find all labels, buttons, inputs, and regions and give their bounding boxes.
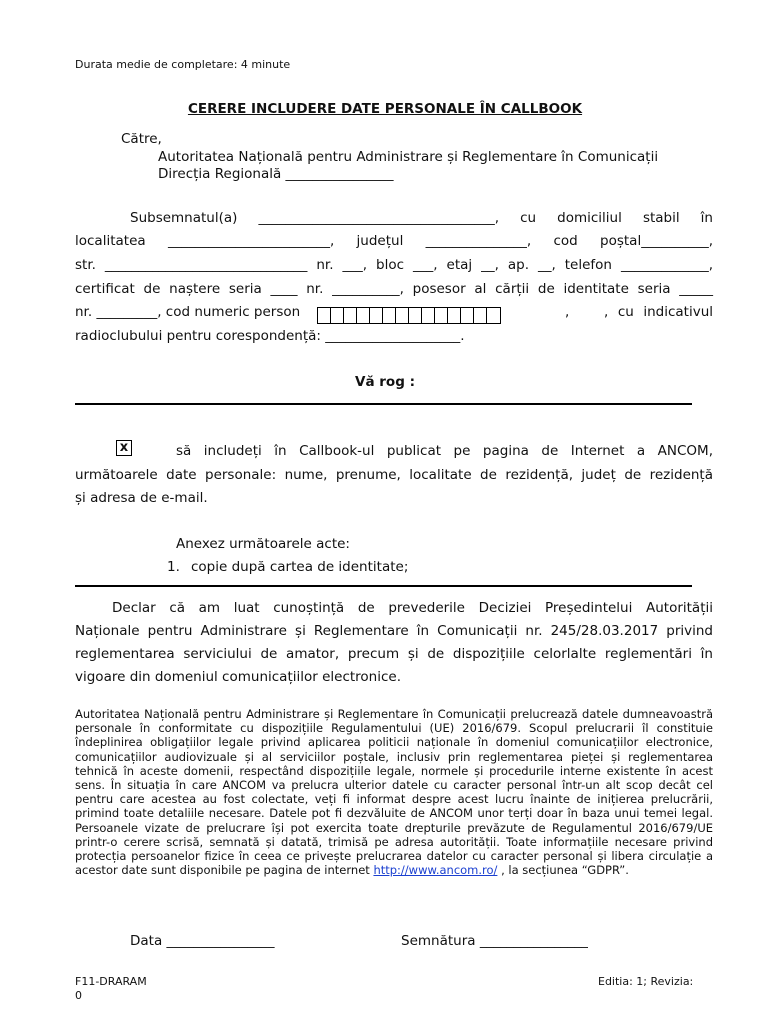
cnp-digit-box[interactable] [383, 308, 396, 323]
cnp-digit-box[interactable] [448, 308, 461, 323]
cnp-digit-box[interactable] [357, 308, 370, 323]
request-heading: Vă rog : [355, 374, 415, 390]
average-duration: Durata medie de completare: 4 minute [75, 58, 291, 71]
gdpr-notice [75, 707, 713, 877]
cnp-digit-box[interactable] [344, 308, 357, 323]
request-line-3: și adresa de e-mail. [75, 490, 208, 506]
cnp-digit-box[interactable] [487, 308, 500, 323]
form-line-comma: , [565, 304, 570, 320]
date-field: Data ________________ [130, 933, 275, 949]
request-line-1: să includeți în Callbook-ul publicat pe pagina de Internet a ANCOM, [176, 443, 713, 459]
addressee-direction: Direcția Regională ________________ [158, 166, 394, 182]
cnp-digit-box[interactable] [331, 308, 344, 323]
cnp-digit-box[interactable] [422, 308, 435, 323]
declaration-line-3: reglementarea serviciului de amator, precum și de dispozițiile celorlalte reglementări în [75, 646, 713, 662]
cnp-input-grid[interactable] [317, 307, 501, 324]
gdpr-text: Autoritatea Națională pentru Administrare și Reglementare în Comunicații prelucrează datele dumneavoastră personale în conformitate cu dispozițiile Regulamentului (UE) 2016/679. Scopul prelucrarii îl constituie îndeplinirea obligațiilor legale privind aplicarea politicii naționale în domeniul comunicațiilor electronice, comunicațiilor audiovizuale și al serviciilor poștale, inclusiv prin reglementarea pieței și reglementarea tehnică în aceste domenii, respectând dispozițiile legale, normele și procedurile interne existente în acest sens. În situația în care ANCOM va prelucra ulterior datele cu caracter personal într-un alt scop decât cel pentru care acestea au fost colectate, veți fi informat despre acest lucru înainte de inițierea prelucrării, primind toate detaliile necesare. Datele pot fi dezvăluite de ANCOM unor terți doar în baza unui temei legal. Persoanele vizate de prelucrare își pot exercita toate drepturile prevăzute de Regulamentul 2016/679/UE printr-o cerere scrisă, semnată și datată, trimisă pe adresa autorității. Toate informațiile necesare privind protecția persoanelor fizice în ceea ce privește prelucrarea datelor cu caracter personal și libera circulație a acestor date sunt disponibile pe pagina de internet [75, 707, 713, 878]
cnp-digit-box[interactable] [474, 308, 487, 323]
edition-revision: Editia: 1; Revizia: [598, 975, 694, 988]
form-code: F11-DRARAM [75, 975, 147, 988]
addressee-authority: Autoritatea Națională pentru Administrare și Reglementare în Comunicații [158, 149, 659, 165]
form-line-certificate: certificat de naștere seria ____ nr. __________, posesor al cărții de identitate seria _____ [75, 281, 713, 297]
form-line-radioclub: radioclubului pentru corespondență: ____________________. [75, 328, 465, 344]
gdpr-tail: , la secțiunea “GDPR”. [501, 863, 629, 878]
addressee-to: Către, [121, 131, 162, 147]
cnp-digit-box[interactable] [370, 308, 383, 323]
cnp-digit-box[interactable] [318, 308, 331, 323]
annex-item-text: copie după cartea de identitate; [191, 559, 409, 575]
annex-item-number: 1. [167, 559, 180, 575]
annex-heading: Anexez următoarele acte: [176, 536, 350, 552]
page-title: CERERE INCLUDERE DATE PERSONALE ÎN CALLBOOK [187, 101, 583, 117]
form-code-suffix: 0 [75, 989, 82, 1002]
form-line-cnp-label: nr. _________, cod numeric person [75, 304, 301, 320]
declaration-line-4: vigoare din domeniul comunicațiilor electronice. [75, 669, 402, 685]
divider [75, 403, 692, 405]
signature-field: Semnătura ________________ [401, 933, 588, 949]
form-line-callsign: , cu indicativul [604, 304, 713, 320]
divider [75, 585, 692, 587]
declaration-line-2: Naționale pentru Administrare și Reglementare în Comunicații nr. 245/28.03.2017 privind [75, 623, 713, 639]
include-callbook-checkbox[interactable]: x [116, 440, 132, 456]
declaration-line-1: Declar că am luat cunoștință de prevederile Deciziei Președintelui Autorității [112, 600, 713, 616]
form-line-name: Subsemnatul(a) ___________________________________, cu domiciliul stabil în [130, 210, 713, 226]
cnp-digit-box[interactable] [409, 308, 422, 323]
cnp-digit-box[interactable] [461, 308, 474, 323]
request-line-2: următoarele date personale: nume, prenume, localitate de rezidență, județ de rezidență [75, 467, 713, 483]
cnp-digit-box[interactable] [435, 308, 448, 323]
cnp-digit-box[interactable] [396, 308, 409, 323]
form-line-locality: localitatea ________________________, județul _______________, cod poștal__________, [75, 233, 713, 249]
form-line-street: str. ______________________________ nr. ___, bloc ___, etaj __, ap. __, telefon _____________, [75, 257, 713, 273]
ancom-website-link[interactable]: http://www.ancom.ro/ [373, 863, 498, 878]
